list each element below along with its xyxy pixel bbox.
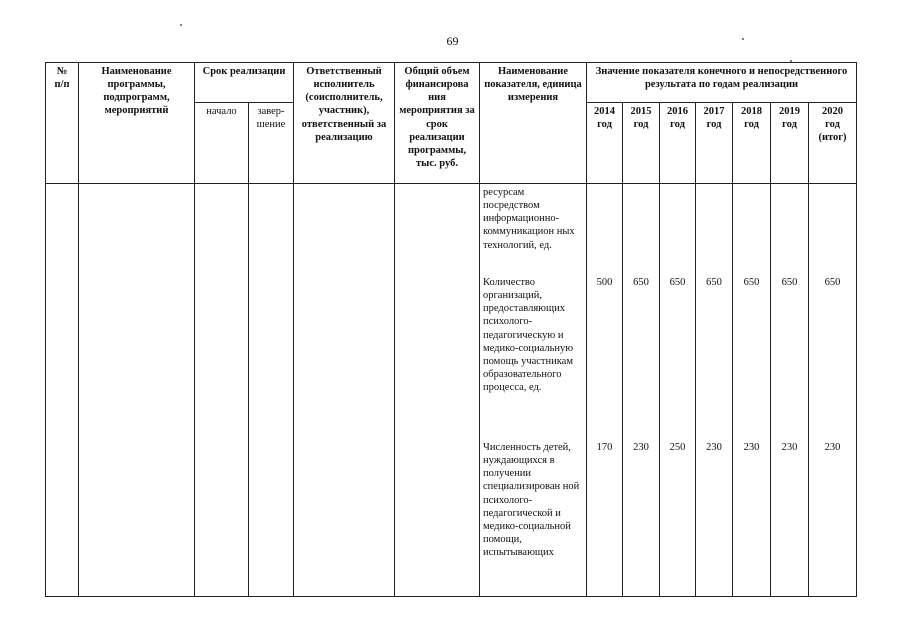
value: 250 [669, 442, 686, 453]
value: 650 [781, 277, 798, 288]
scan-speck [180, 24, 182, 26]
header-indicator: Наименование показателя, единица измерения [480, 63, 587, 184]
cell-value-2019 [771, 184, 809, 597]
cell-num [46, 184, 79, 597]
value: 230 [824, 442, 841, 453]
cell-executor [294, 184, 395, 597]
cell-value-2016 [660, 184, 696, 597]
header-name: Наименование программы, подпрограмм, мероприятий [79, 63, 195, 184]
header-year-2020: 2020 год (итог) [809, 103, 857, 184]
page-number: 69 [446, 34, 459, 48]
header-term: Срок реализации [195, 63, 294, 103]
results-table [45, 62, 857, 597]
header-year-2017: 2017 год [696, 103, 733, 184]
cell-value-2014 [587, 184, 623, 597]
header-year-2019: 2019 год [771, 103, 809, 184]
cell-name [79, 184, 195, 597]
header-term-start: начало [195, 103, 249, 184]
cell-indicators [480, 184, 587, 597]
value: 230 [743, 442, 760, 453]
indicator-text: Количество организаций, предоставляющих психолого-педагогическую и медико-социальную помощь участникам образовательного процесса, ед. [483, 277, 574, 393]
cell-value-2020 [809, 184, 857, 597]
cell-value-2018 [733, 184, 771, 597]
header-executor: Ответственный исполнитель (соисполнитель, участник), ответственный за реализацию [294, 63, 395, 184]
indicator-text: ресурсам посредством информационно-коммуникацион ных технологий, ед. [483, 187, 575, 251]
value: 650 [633, 277, 649, 288]
value: 230 [706, 442, 722, 453]
cell-value-2015 [623, 184, 660, 597]
header-term-end: завер- шение [249, 103, 294, 184]
value: 500 [596, 277, 613, 288]
value: 230 [781, 442, 798, 453]
header-num: № п/п [46, 63, 79, 184]
cell-term-start [195, 184, 249, 597]
header-year-2014: 2014 год [587, 103, 623, 184]
header-year-2018: 2018 год [733, 103, 771, 184]
cell-term-end [249, 184, 294, 597]
header-values-group: Значение показателя конечного и непосредственного результата по годам реализации [587, 63, 857, 103]
cell-value-2017 [696, 184, 733, 597]
value: 650 [824, 277, 841, 288]
table-row [46, 184, 857, 597]
value: 650 [743, 277, 760, 288]
value: 650 [706, 277, 722, 288]
value: 230 [633, 442, 649, 453]
cell-finance [395, 184, 480, 597]
indicator-text: Численность детей, нуждающихся в получении специализирован ной психолого-педагогической и медико-социальной помощи, испытывающих [483, 442, 580, 558]
scan-speck [742, 38, 744, 40]
header-finance: Общий объем финансирова ния мероприятия за срок реализации программы, тыс. руб. [395, 63, 480, 184]
header-year-2016: 2016 год [660, 103, 696, 184]
header-year-2015: 2015 год [623, 103, 660, 184]
value: 170 [596, 442, 613, 453]
value: 650 [669, 277, 686, 288]
